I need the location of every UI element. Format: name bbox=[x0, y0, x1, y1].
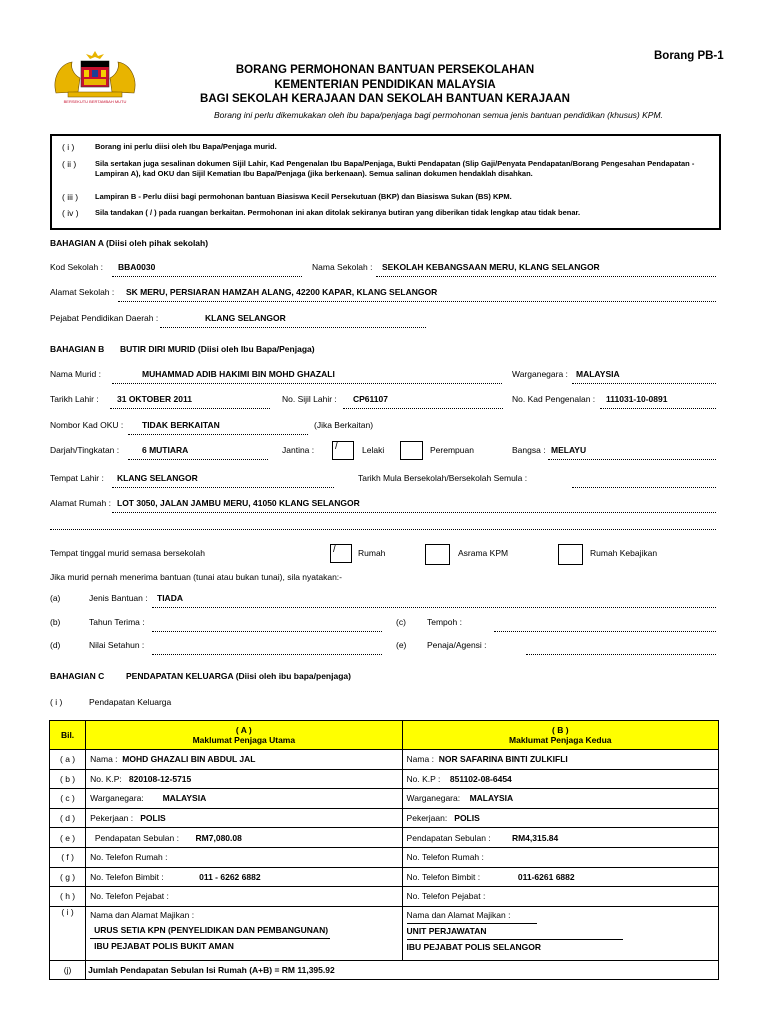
row-bil: ( i ) bbox=[50, 906, 86, 960]
bangsa-line bbox=[548, 459, 716, 460]
cell-a[interactable] bbox=[86, 769, 402, 789]
cell-a[interactable] bbox=[86, 828, 402, 848]
nama-murid-label: Nama Murid : bbox=[50, 369, 102, 379]
cell-a[interactable] bbox=[86, 867, 402, 887]
table-row-majikan bbox=[50, 906, 719, 960]
tempoh-line[interactable] bbox=[494, 631, 716, 632]
nama-sekolah-value[interactable]: SEKOLAH KEBANGSAAN MERU, KLANG SELANGOR bbox=[382, 262, 600, 272]
majikan-a-line1: URUS SETIA KPN (PENYELIDIKAN DAN PEMBANGUNAN) bbox=[90, 923, 330, 939]
row-bil: ( b ) bbox=[50, 769, 86, 789]
nilai-setahun-label: Nilai Setahun : bbox=[89, 640, 145, 650]
cell-b[interactable] bbox=[402, 906, 718, 960]
row-label: Pekerjaan : bbox=[90, 813, 134, 824]
row-label: Pendapatan Sebulan : bbox=[94, 832, 179, 843]
kod-sekolah-label: Kod Sekolah : bbox=[50, 262, 103, 272]
note-text: Sila sertakan juga sesalinan dokumen Sijil Lahir, Kad Pengenalan Ibu Bapa/Penjaga, Bukti Pendapatan (Slip Gaji/Penyata Pendapatan/Borang Pengesahan Pendapatan - bbox=[95, 159, 695, 168]
pendapatan-sub-label: Pendapatan Keluarga bbox=[89, 697, 172, 707]
note-num: ( iii ) bbox=[62, 192, 79, 202]
table-row bbox=[50, 789, 719, 809]
header-subtitle: Borang ini perlu dikemukakan oleh ibu bapa/penjaga bagi permohonan semua jenis bantuan pendidikan (khusus) KPM. bbox=[214, 110, 663, 120]
perempuan-checkbox[interactable] bbox=[400, 441, 423, 460]
income-table bbox=[49, 720, 719, 980]
table-header-row bbox=[50, 721, 719, 750]
row-label: Nama dan Alamat Majikan : bbox=[90, 909, 195, 920]
gaji-a-value: RM7,080.08 bbox=[195, 832, 242, 843]
row-label: Warganegara: bbox=[90, 793, 144, 804]
cell-b[interactable] bbox=[402, 847, 718, 867]
check-mark: / bbox=[335, 441, 338, 452]
perempuan-label: Perempuan bbox=[430, 445, 474, 455]
section-c-title: BAHAGIAN C bbox=[50, 671, 105, 681]
row-label: No. Telefon Pejabat : bbox=[406, 891, 486, 902]
col-a-tag: ( A ) bbox=[235, 725, 252, 735]
rumah-checkbox[interactable] bbox=[330, 544, 352, 563]
kod-sekolah-value[interactable]: BBA0030 bbox=[118, 262, 156, 272]
note-text: Lampiran B - Perlu diisi bagi permohonan bantuan Biasiswa Kecil Persekutuan (BKP) dan Biasiswa Sukan (BS) KPM. bbox=[95, 192, 512, 201]
cell-b[interactable] bbox=[402, 808, 718, 828]
note-num: ( ii ) bbox=[62, 159, 77, 169]
tarikh-lahir-line bbox=[110, 408, 270, 409]
row-label: Pendapatan Sebulan : bbox=[406, 832, 491, 843]
kad-pengenalan-label: No. Kad Pengenalan : bbox=[512, 394, 596, 404]
bil-header: Bil. bbox=[50, 721, 86, 750]
alamat-rumah-value[interactable]: LOT 3050, JALAN JAMBU MERU, 41050 KLANG SELANGOR bbox=[117, 498, 360, 508]
sijil-lahir-line bbox=[343, 408, 503, 409]
row-label: No. Telefon Bimbit : bbox=[406, 871, 481, 882]
cell-b[interactable] bbox=[402, 867, 718, 887]
col-a-header bbox=[86, 721, 402, 750]
kad-oku-label: Nombor Kad OKU : bbox=[50, 420, 124, 430]
row-bil: ( c ) bbox=[50, 789, 86, 809]
table-row bbox=[50, 887, 719, 907]
kp-a-value: 820108-12-5715 bbox=[128, 773, 192, 784]
warganegara-line bbox=[572, 383, 716, 384]
cell-b[interactable] bbox=[402, 769, 718, 789]
warganegara-value[interactable]: MALAYSIA bbox=[576, 369, 620, 379]
pendapatan-sub-num: ( i ) bbox=[50, 697, 63, 707]
item-d-num: (d) bbox=[50, 640, 61, 650]
darjah-value[interactable]: 6 MUTIARA bbox=[142, 445, 189, 455]
row-bil: ( f ) bbox=[50, 847, 86, 867]
note-text-cont: Lampiran A), kad OKU dan Sijil Kematian Ibu Bapa/Penjaga (jika berkenaan). Semua salinan dokumen hendaklah disahkan. bbox=[95, 169, 533, 178]
row-label: Pekerjaan: bbox=[406, 813, 448, 824]
cell-b[interactable] bbox=[402, 887, 718, 907]
cell-a[interactable] bbox=[86, 887, 402, 907]
warga-a-value: MALAYSIA bbox=[162, 793, 207, 804]
penaja-line[interactable] bbox=[526, 654, 716, 655]
cell-b[interactable] bbox=[402, 789, 718, 809]
item-b-num: (b) bbox=[50, 617, 61, 627]
bantuan-intro: Jika murid pernah menerima bantuan (tunai atau bukan tunai), sila nyatakan:- bbox=[50, 572, 343, 582]
section-b-subtitle: BUTIR DIRI MURID (Diisi oleh Ibu Bapa/Penjaga) bbox=[120, 344, 315, 354]
tempat-lahir-value[interactable]: KLANG SELANGOR bbox=[117, 473, 198, 483]
tempat-lahir-line bbox=[112, 487, 334, 488]
asrama-checkbox[interactable] bbox=[425, 544, 450, 565]
table-row bbox=[50, 769, 719, 789]
header-title-line3: BAGI SEKOLAH KERAJAAN DAN SEKOLAH BANTUAN KERAJAAN bbox=[200, 93, 570, 105]
ppd-label: Pejabat Pendidikan Daerah : bbox=[50, 313, 159, 323]
alamat-sekolah-line bbox=[118, 301, 716, 302]
bangsa-value[interactable]: MELAYU bbox=[551, 445, 587, 455]
check-mark: / bbox=[333, 544, 336, 555]
nilai-setahun-line[interactable] bbox=[152, 654, 382, 655]
note-num: ( i ) bbox=[62, 142, 75, 152]
cell-a[interactable] bbox=[86, 847, 402, 867]
row-bil: ( g ) bbox=[50, 867, 86, 887]
alamat-rumah-line bbox=[112, 512, 716, 513]
nama-b-value: NOR SAFARINA BINTI ZULKIFLI bbox=[438, 754, 568, 765]
majikan-a-line2: IBU PEJABAT POLIS BUKIT AMAN bbox=[94, 940, 234, 951]
svg-text:BERSEKUTU BERTAMBAH MUTU: BERSEKUTU BERTAMBAH MUTU bbox=[63, 99, 127, 104]
row-bil: ( d ) bbox=[50, 808, 86, 828]
row-label: No. Telefon Pejabat : bbox=[90, 891, 169, 902]
row-bil: ( a ) bbox=[50, 750, 86, 770]
row-label: No. K.P: bbox=[90, 773, 122, 784]
alamat-sekolah-value[interactable]: SK MERU, PERSIARAN HAMZAH ALANG, 42200 KAPAR, KLANG SELANGOR bbox=[126, 287, 438, 297]
warganegara-label: Warganegara : bbox=[512, 369, 568, 379]
cell-a[interactable] bbox=[86, 789, 402, 809]
tempoh-label: Tempoh : bbox=[427, 617, 462, 627]
tarikh-mula-line bbox=[572, 487, 716, 488]
table-row bbox=[50, 750, 719, 770]
section-a-title: BAHAGIAN A (Diisi oleh pihak sekolah) bbox=[50, 238, 209, 248]
tarikh-lahir-value[interactable]: 31 OKTOBER 2011 bbox=[117, 394, 192, 404]
item-e-num: (e) bbox=[396, 640, 407, 650]
row-bil: ( e ) bbox=[50, 828, 86, 848]
darjah-label: Darjah/Tingkatan : bbox=[50, 445, 120, 455]
row-label: No. K.P : bbox=[406, 773, 441, 784]
row-label: Nama dan Alamat Majikan : bbox=[407, 908, 537, 924]
kad-pengenalan-value[interactable]: 111031-10-0891 bbox=[606, 394, 668, 404]
nama-sekolah-line bbox=[376, 276, 716, 277]
bangsa-label: Bangsa : bbox=[512, 445, 546, 455]
table-row bbox=[50, 828, 719, 848]
header-title-line2: KEMENTERIAN PENDIDIKAN MALAYSIA bbox=[274, 79, 496, 91]
malaysia-coat-of-arms-logo bbox=[48, 48, 142, 106]
tahun-terima-line[interactable] bbox=[152, 631, 382, 632]
rumah-label: Rumah bbox=[358, 548, 386, 558]
item-a-num: (a) bbox=[50, 593, 61, 603]
table-row bbox=[50, 867, 719, 887]
ppd-line bbox=[160, 327, 426, 328]
tarikh-lahir-label: Tarikh Lahir : bbox=[50, 394, 99, 404]
tarikh-mula-label: Tarikh Mula Bersekolah/Bersekolah Semula : bbox=[358, 473, 528, 483]
cell-a[interactable] bbox=[86, 906, 402, 960]
kod-sekolah-line bbox=[112, 276, 302, 277]
col-b-tag: ( B ) bbox=[552, 725, 569, 735]
kad-oku-line bbox=[128, 434, 308, 435]
alamat-rumah-label: Alamat Rumah : bbox=[50, 498, 111, 508]
cell-a[interactable] bbox=[86, 808, 402, 828]
penaja-label: Penaja/Agensi : bbox=[427, 640, 487, 650]
nama-murid-value[interactable]: MUHAMMAD ADIB HAKIMI BIN MOHD GHAZALI bbox=[142, 369, 335, 379]
nama-a-value: MOHD GHAZALI BIN ABDUL JAL bbox=[122, 754, 256, 765]
lelaki-checkbox[interactable] bbox=[332, 441, 354, 460]
jantina-label: Jantina : bbox=[282, 445, 315, 455]
darjah-line bbox=[128, 459, 268, 460]
cell-a[interactable] bbox=[86, 750, 402, 770]
note-num: ( iv ) bbox=[62, 208, 79, 218]
header-title-line1: BORANG PERMOHONAN BANTUAN PERSEKOLAHAN bbox=[235, 64, 535, 76]
total-income: Jumlah Pendapatan Sebulan Isi Rumah (A+B) = RM 11,395.92 bbox=[86, 960, 719, 980]
nama-sekolah-label: Nama Sekolah : bbox=[312, 262, 373, 272]
row-label: Nama : bbox=[90, 754, 118, 765]
instructions-box bbox=[50, 134, 721, 230]
row-label: No. Telefon Rumah : bbox=[406, 852, 484, 863]
col-a-title: Maklumat Penjaga Utama bbox=[192, 735, 296, 745]
table-row bbox=[50, 808, 719, 828]
kad-pengenalan-line bbox=[600, 408, 716, 409]
cell-b[interactable] bbox=[402, 828, 718, 848]
majikan-b-line2: IBU PEJABAT POLIS SELANGOR bbox=[406, 941, 541, 952]
row-bil: ( h ) bbox=[50, 887, 86, 907]
warga-b-value: MALAYSIA bbox=[469, 793, 514, 804]
row-label: No. Telefon Bimbit : bbox=[90, 871, 164, 882]
tempat-tinggal-label: Tempat tinggal murid semasa bersekolah bbox=[50, 548, 205, 558]
note-text: Borang ini perlu diisi oleh Ibu Bapa/Penjaga murid. bbox=[95, 142, 277, 151]
nama-murid-line bbox=[112, 383, 502, 384]
row-label: Nama : bbox=[406, 754, 434, 765]
table-row-total bbox=[50, 960, 719, 980]
tahun-terima-label: Tahun Terima : bbox=[89, 617, 145, 627]
note-text: Sila tandakan ( / ) pada ruangan berkaitan. Permohonan ini akan ditolak sekiranya butiran yang diberikan tidak lengkap atau tidak benar. bbox=[95, 208, 581, 217]
section-c-subtitle: PENDAPATAN KELUARGA (Diisi oleh ibu bapa/penjaga) bbox=[126, 671, 351, 681]
kad-oku-value[interactable]: TIDAK BERKAITAN bbox=[142, 420, 220, 430]
jenis-bantuan-value[interactable]: TIADA bbox=[157, 593, 183, 603]
asrama-label: Asrama KPM bbox=[458, 548, 509, 558]
gaji-b-value: RM4,315.84 bbox=[511, 832, 559, 843]
majikan-b-line1: UNIT PERJAWATAN bbox=[407, 924, 623, 940]
row-label: Warganegara: bbox=[406, 793, 461, 804]
section-b-title: BAHAGIAN B bbox=[50, 344, 105, 354]
jenis-bantuan-label: Jenis Bantuan : bbox=[89, 593, 148, 603]
alamat-sekolah-label: Alamat Sekolah : bbox=[50, 287, 115, 297]
cell-b[interactable] bbox=[402, 750, 718, 770]
alamat-rumah-line-2 bbox=[50, 529, 716, 530]
row-bil: (j) bbox=[50, 960, 86, 980]
sijil-lahir-value[interactable]: CP61107 bbox=[353, 394, 388, 404]
lelaki-label: Lelaki bbox=[362, 445, 385, 455]
bimbit-a-value: 011 - 6262 6882 bbox=[199, 871, 261, 882]
form-code: Borang PB-1 bbox=[654, 50, 724, 62]
kp-b-value: 851102-08-6454 bbox=[449, 773, 512, 784]
kebajikan-checkbox[interactable] bbox=[558, 544, 583, 565]
sijil-lahir-label: No. Sijil Lahir : bbox=[282, 394, 337, 404]
kerja-a-value: POLIS bbox=[140, 813, 166, 824]
tempat-lahir-label: Tempat Lahir : bbox=[50, 473, 104, 483]
bimbit-b-value: 011-6261 6882 bbox=[517, 871, 575, 882]
row-label: No. Telefon Rumah : bbox=[90, 852, 168, 863]
ppd-value[interactable]: KLANG SELANGOR bbox=[205, 313, 286, 323]
table-row bbox=[50, 847, 719, 867]
item-c-num: (c) bbox=[396, 617, 406, 627]
jenis-bantuan-line bbox=[152, 607, 716, 608]
kad-oku-note: (Jika Berkaitan) bbox=[314, 420, 374, 430]
col-b-title: Maklumat Penjaga Kedua bbox=[509, 735, 612, 745]
col-b-header bbox=[402, 721, 718, 750]
kerja-b-value: POLIS bbox=[454, 813, 480, 824]
kebajikan-label: Rumah Kebajikan bbox=[590, 548, 658, 558]
